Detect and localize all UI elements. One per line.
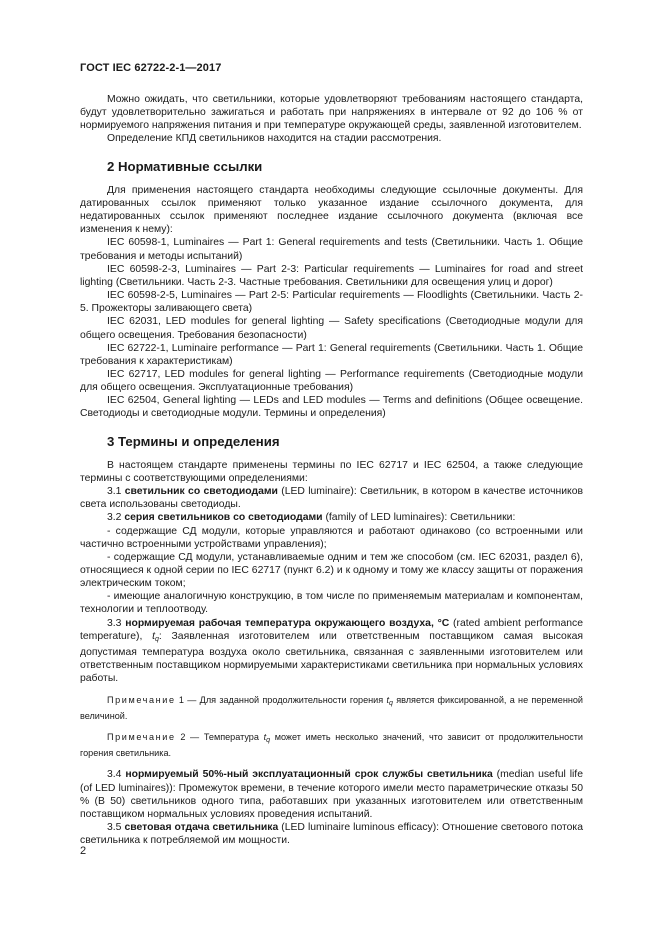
term-number: 3.5	[107, 822, 125, 834]
intro-paragraph-2: Определение КПД светильников находится на стадии рассмотрения.	[107, 133, 442, 145]
note-label: Примечание	[107, 695, 176, 706]
term-3-4	[80, 768, 583, 821]
reference-item: IEC 60598-1, Luminaires — Part 1: General requirements and tests (Светильники. Часть 1. Общие требования и методы испытаний)	[80, 237, 583, 262]
note-1	[80, 694, 583, 722]
symbol: t	[263, 732, 267, 743]
term-unit: , °С	[430, 617, 450, 629]
term-definition: (LED luminaire): Светильник, в котором в качестве источников света использованы светодиоды.	[80, 486, 584, 511]
note-text: является фиксированной, а не переменной величиной.	[80, 695, 584, 722]
term-english: (rated ambient performance temperature),	[80, 617, 583, 642]
term-definition: (median useful life (of LED luminaires)): Промежуток времени, в течение которого имели место параметрические отказы 50 % (В 50) светильников одного типа, работавших при указанных изготовителем или ответственным поставщиком нормальных условиях проведения испытаний.	[80, 769, 583, 820]
page-body	[80, 93, 583, 847]
term-definition: (family of LED luminaires): Светильники:	[322, 512, 516, 524]
symbol-subscript: q	[389, 700, 393, 708]
section-2-heading: 2 Нормативные ссылки	[107, 158, 263, 174]
note-text: Для заданной продолжительности горения	[199, 695, 387, 706]
reference-item: IEC 60598-2-5, Luminaires — Part 2-5: Particular requirements — Floodlights (Светильники. Часть 2-5. Прожекторы заливающего света)	[80, 290, 583, 315]
note-text: Температура	[203, 732, 264, 743]
symbol: t	[152, 630, 155, 642]
list-item: - содержащие СД модули, устанавливаемые одним и тем же способом (см. IEC 62031, раздел 6), относящиеся к одной серии по IEC 62717 (пункт 6.2) и к одному и тому же классу защиты от поражения электрическим током;	[80, 551, 583, 590]
term-3-3	[80, 617, 583, 686]
note-number: 2 —	[175, 732, 204, 743]
term-definition: (LED luminaire luminous efficacy): Отношение светового потока светильника к потребляемой им мощности.	[80, 822, 583, 847]
symbol-subscript: q	[266, 737, 271, 745]
term-name: светильник со светодиодами	[124, 486, 278, 498]
reference-item: IEC 62504, General lighting — LEDs and LED modules — Terms and definitions (Общее освещение. Светодиоды и светодиодные модули. Термины и определения)	[80, 395, 583, 420]
list-item: - имеющие аналогичную конструкцию, в том числе по применяемым материалам и компонентам, технологии и теплоотводу.	[80, 591, 583, 616]
term-number: 3.3	[107, 617, 126, 629]
term-definition: : Заявленная изготовителем или ответственным поставщиком самая высокая допустимая температура воздуха около светильника, связанная с заявленными изготовителем или ответственным поставщиком нормируемыми характеристиками светильника при нормальных условиях работы.	[80, 630, 583, 685]
section-2-intro: Для применения настоящего стандарта необходимы следующие ссылочные документы. Для датированных ссылок применяют только указанное издание ссылочного документа, для недатированных ссылок применяют последнее издание ссылочного документа (включая все изменения к нему):	[80, 184, 583, 236]
section-3-intro: В настоящем стандарте применены термины по IEC 62717 и IEC 62504, а также следующие термины с соответствующими определениями:	[80, 459, 583, 484]
reference-item: IEC 60598-2-3, Luminaires — Part 2-3: Particular requirements — Luminaires for road and street lighting (Светильники. Часть 2-3. Частные требования. Светильники для освещения улиц и дорог)	[80, 263, 583, 288]
reference-item: IEC 62717, LED modules for general lighting — Performance requirements (Светодиодные модули для общего освещения. Эксплуатационные требования)	[80, 368, 583, 394]
standard-header: ГОСТ IEC 62722-2-1—2017	[80, 62, 222, 74]
note-2	[80, 731, 583, 759]
reference-item: IEC 62722-1, Luminaire performance — Part 1: General requirements (Светильники. Часть 1. Общие требования к характеристикам)	[80, 342, 583, 367]
symbol-subscript: q	[155, 635, 159, 643]
term-name: серия светильников со светодиодами	[124, 512, 323, 524]
list-item: - содержащие СД модули, которые управляются и работают одинаково (со встроенными или частично встроенными устройствами управления);	[80, 525, 583, 550]
page-number: 2	[80, 845, 87, 857]
note-number: 1 —	[175, 695, 200, 706]
term-3-2	[80, 511, 583, 524]
term-number: 3.2	[107, 512, 125, 524]
term-3-1	[80, 485, 583, 511]
note-label: Примечание	[107, 732, 176, 743]
reference-item: IEC 62031, LED modules for general lighting — Safety specifications (Светодиодные модули для общего освещения. Требования безопасности)	[80, 316, 583, 341]
term-3-5	[80, 821, 583, 847]
note-text: может иметь несколько значений, что зависит от продолжительности горения светильника.	[80, 732, 584, 759]
term-number: 3.1	[107, 486, 125, 498]
term-name: нормируемый 50%-ный эксплуатационный срок службы светильника	[125, 769, 493, 781]
term-name: световая отдача светильника	[124, 822, 279, 834]
term-number: 3.4	[107, 769, 126, 781]
symbol: t	[386, 695, 390, 706]
term-name: нормируемая рабочая температура окружающего воздуха	[125, 617, 431, 629]
section-3-heading: 3 Термины и определения	[107, 433, 280, 449]
intro-paragraph-1: Можно ожидать, что светильники, которые удовлетворяют требованиям настоящего стандарта, будут удовлетворительно зажигаться и работать при напряжениях в интервале от 92 до 106 % от нормируемого напряжения питания и при температуре окружающей среды, заявленной изготовителем.	[80, 94, 583, 132]
